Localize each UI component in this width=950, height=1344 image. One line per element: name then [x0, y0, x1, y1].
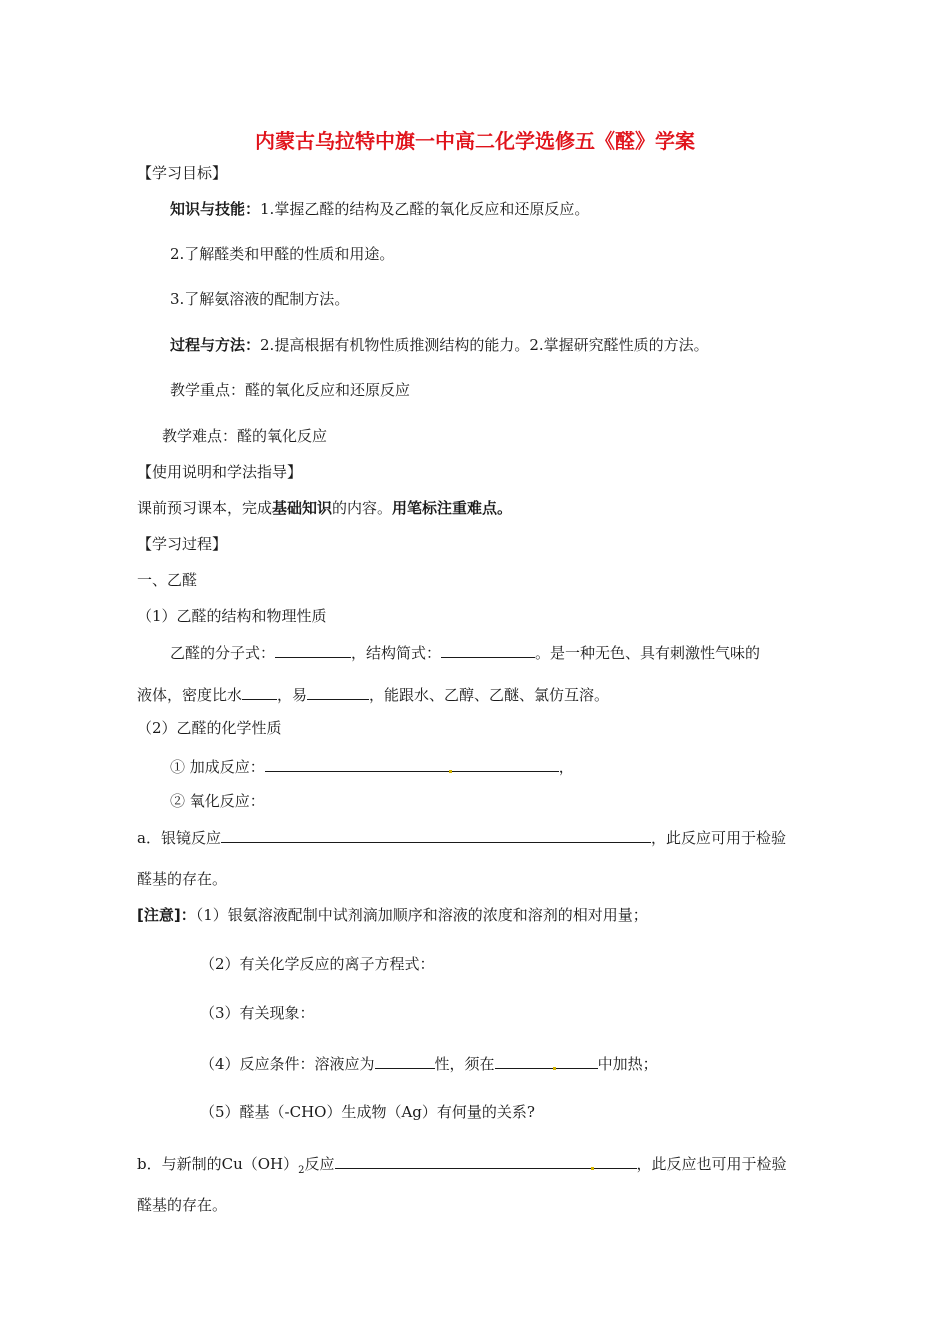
blank-molecular-formula[interactable]	[275, 642, 351, 658]
fill-line-silver-mirror	[137, 827, 786, 848]
note-4-end: 中加热；	[597, 1055, 658, 1073]
subsection-structure: （1）乙醛的结构和物理性质	[137, 607, 327, 625]
usage-bold-mark: 用笔标注重难点。	[392, 499, 513, 517]
note-label: [注意]：	[137, 906, 196, 924]
blank-structure-formula[interactable]	[441, 642, 535, 658]
usage-bold-basic: 基础知识	[272, 499, 333, 517]
section-heading-objectives: 【学习目标】	[137, 164, 228, 182]
fill-line-formula	[170, 642, 760, 663]
key-point: 教学重点：醛的氧化反应和还原反应	[170, 381, 411, 399]
copper-cont: 醛基的存在。	[137, 1196, 228, 1214]
silver-mirror-tail: ，此反应可用于检验	[650, 829, 786, 847]
formula-label: 乙醛的分子式：	[170, 644, 276, 662]
oxidation-heading: ② 氧化反应：	[170, 792, 265, 810]
note-1	[137, 905, 648, 925]
silver-mirror-cont: 醛基的存在。	[137, 870, 228, 888]
cu-subscript: 2	[298, 1165, 305, 1176]
silver-mirror-label: a．银镜反应	[137, 829, 221, 847]
fill-line-copper-hydroxide	[137, 1153, 787, 1181]
cu-label-b: 反应	[304, 1155, 335, 1173]
knowledge-objective-2: 2.了解醛类和甲醛的性质和用途。	[170, 245, 395, 263]
knowledge-label: 知识与技能：	[170, 200, 261, 218]
note-3: （3）有关现象：	[200, 1004, 315, 1022]
structure-label: ，结构简式：	[351, 644, 442, 662]
addition-label: ① 加成反应：	[170, 758, 265, 776]
blank-silver-mirror[interactable]	[221, 827, 651, 843]
blank-heating-medium[interactable]	[495, 1053, 598, 1069]
density-label: 液体，密度比水	[137, 686, 243, 704]
blank-volatility[interactable]	[307, 684, 369, 700]
process-objective	[170, 335, 709, 355]
note-4-label: （4）反应条件：溶液应为	[200, 1055, 375, 1073]
easily-label: ，易	[277, 686, 308, 704]
cu-label-a: b．与新制的Cu（OH）	[137, 1155, 299, 1173]
process-text: 2.提高根据有机物性质推测结构的能力。2.掌握研究醛性质的方法。	[260, 336, 709, 354]
knowledge-objective-3: 3.了解氨溶液的配制方法。	[170, 290, 350, 308]
miscible-text: ，能跟水、乙醇、乙醚、氯仿互溶。	[369, 686, 610, 704]
usage-text-a: 课前预习课本，完成	[137, 499, 273, 517]
page-title: 内蒙古乌拉特中旗一中高二化学选修五《醛》学案	[255, 129, 695, 153]
section-heading-process: 【学习过程】	[137, 535, 228, 553]
knowledge-text-1: 1.掌握乙醛的结构及乙醛的氧化反应和还原反应。	[260, 200, 590, 218]
blank-copper-reaction[interactable]	[335, 1153, 637, 1169]
part-heading-acetaldehyde: 一、乙醛	[137, 571, 198, 589]
subsection-chemical: （2）乙醛的化学性质	[137, 719, 282, 737]
section-heading-usage: 【使用说明和学法指导】	[137, 463, 303, 481]
blank-addition-reaction[interactable]	[265, 756, 559, 772]
difficult-point: 教学难点：醛的氧化反应	[162, 427, 328, 445]
cu-tail: ，此反应也可用于检验	[636, 1155, 787, 1173]
knowledge-objective-1	[170, 199, 589, 219]
process-label: 过程与方法：	[170, 336, 261, 354]
fill-line-addition	[170, 756, 574, 777]
fill-line-density	[137, 684, 609, 705]
note-2: （2）有关化学反应的离子方程式：	[200, 955, 435, 973]
blank-density[interactable]	[242, 684, 277, 700]
usage-text-b: 的内容。	[332, 499, 393, 517]
note-4	[200, 1053, 658, 1074]
note-text-1: （1）银氨溶液配制中试剂滴加顺序和溶液的浓度和溶剂的相对用量；	[195, 906, 648, 924]
usage-instructions	[137, 498, 512, 518]
addition-end: ，	[558, 758, 574, 776]
note-4-mid: 性，须在	[434, 1055, 495, 1073]
blank-solution-nature[interactable]	[375, 1053, 435, 1069]
note-5: （5）醛基（-CHO）生成物（Ag）有何量的关系?	[200, 1103, 535, 1121]
property-text: 。是一种无色、具有刺激性气味的	[535, 644, 761, 662]
